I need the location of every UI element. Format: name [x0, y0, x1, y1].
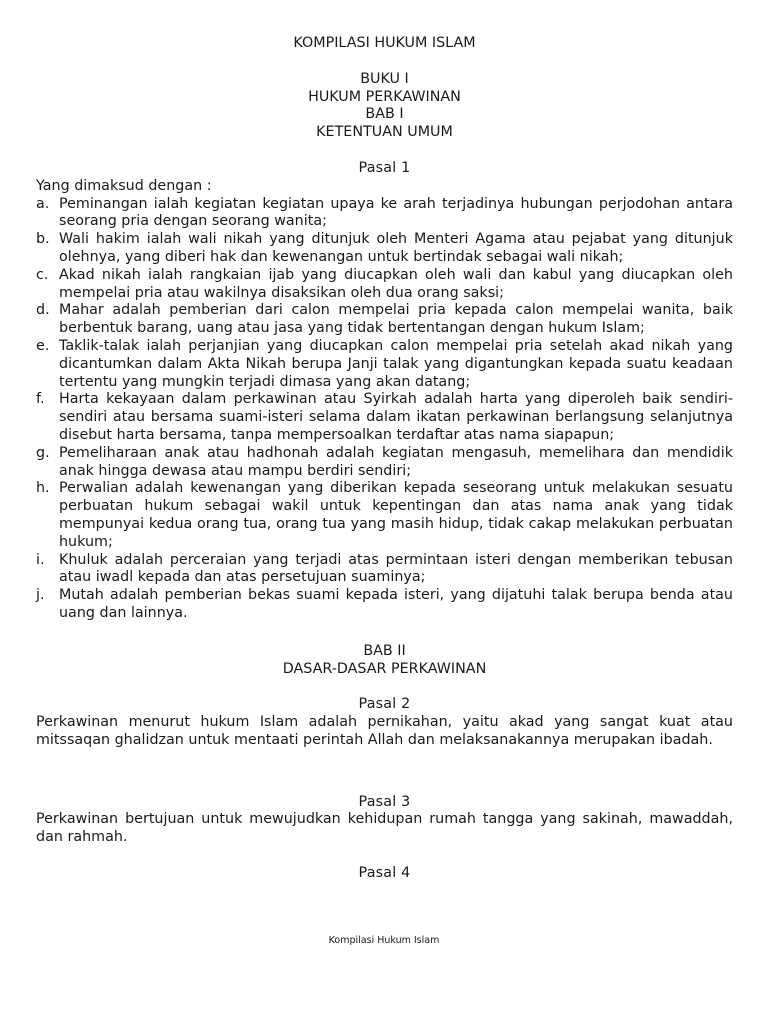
book-title: HUKUM PERKAWINAN — [308, 88, 461, 105]
list-item-label: j. — [36, 587, 45, 604]
list-item-text: Harta kekayaan dalam perkawinan atau Syirkah adalah harta yang diperoleh baik sendiri-sendiri atau bersama suami-isteri selama dalam ikatan perkawinan berlangsung selanjutnya disebut harta bersama, tanpa mempersoalkan terdaftar atas nama siapapun; — [59, 391, 733, 443]
list-item-text: Mahar adalah pemberian dari calon mempelai pria kepada calon mempelai wanita, baik berbentuk barang, uang atau jasa yang tidak bertentangan dengan hukum Islam; — [59, 302, 733, 337]
list-item-text: Peminangan ialah kegiatan kegiatan upaya ke arah terjadinya hubungan perjodohan antara seorang pria dengan seorang wanita; — [59, 195, 733, 230]
list-item-text: Pemeliharaan anak atau hadhonah adalah kegiatan mengasuh, memelihara dan mendidik anak hingga dewasa atau mampu berdiri sendiri; — [59, 444, 733, 479]
list-item-text: Akad nikah ialah rangkaian ijab yang diucapkan oleh wali dan kabul yang diucapkan oleh mempelai pria atau wakilnya disaksikan oleh dua orang saksi; — [59, 266, 733, 301]
pasal3-heading: Pasal 3 — [358, 793, 411, 810]
list-item — [36, 391, 733, 444]
list-item-label: b. — [36, 231, 50, 248]
list-item-text: Perwalian adalah kewenangan yang diberikan kepada seseorang untuk melakukan sesuatu perbuatan hukum sebagai wakil untuk kepentingan dan atas nama anak yang tidak mempunyai kedua orang tua, orang tua yang masih hidup, tidak cakap melakukan perbuatan hukum; — [59, 480, 733, 550]
chapter2-heading: BAB II — [363, 642, 406, 659]
pasal2-text: Perkawinan menurut hukum Islam adalah pernikahan, yaitu akad yang sangat kuat atau mitssaqan ghalidzan untuk mentaati perintah Allah dan melaksanakannya merupakan ibadah. — [36, 714, 733, 748]
pasal1-heading: Pasal 1 — [358, 159, 411, 176]
list-item — [36, 267, 733, 303]
list-item — [36, 302, 733, 338]
list-item-label: i. — [36, 551, 45, 568]
book-heading: BUKU I — [360, 70, 409, 87]
list-item-label: c. — [36, 266, 49, 283]
document-page — [36, 35, 733, 883]
list-item — [36, 552, 733, 588]
list-item-label: h. — [36, 480, 50, 497]
chapter1-heading: BAB I — [365, 106, 404, 123]
document-title: KOMPILASI HUKUM ISLAM — [293, 35, 476, 51]
chapter2-title: DASAR-DASAR PERKAWINAN — [282, 660, 487, 677]
list-item-label: g. — [36, 444, 50, 461]
list-item-label: e. — [36, 337, 50, 354]
chapter1-title: KETENTUAN UMUM — [316, 124, 453, 141]
page-footer: Kompilasi Hukum Islam — [328, 935, 440, 946]
list-item — [36, 480, 733, 551]
pasal4-heading: Pasal 4 — [358, 865, 411, 882]
list-item — [36, 445, 733, 481]
list-item-label: f. — [36, 391, 45, 408]
list-item — [36, 196, 733, 232]
list-item — [36, 338, 733, 391]
pasal2-heading: Pasal 2 — [358, 696, 411, 713]
list-item-text: Mutah adalah pemberian bekas suami kepada isteri, yang dijatuhi talak berupa benda atau uang dan lainnya. — [59, 587, 733, 621]
list-item-text: Khuluk adalah perceraian yang terjadi atas permintaan isteri dengan memberikan tebusan atau iwadl kepada dan atas persetujuan suaminya; — [59, 551, 733, 586]
pasal1-intro: Yang dimaksud dengan : — [36, 177, 212, 194]
list-item-text: Taklik-talak ialah perjanjian yang diucapkan calon mempelai pria setelah akad nikah yang dicantumkan dalam Akta Nikah berupa Janji talak yang digantungkan kepada suatu keadaan tertentu yang mungkin terjadi dimasa yang akan datang; — [59, 337, 733, 390]
pasal1-definitions-list — [36, 196, 733, 623]
list-item-label: a. — [36, 195, 50, 212]
list-item-label: d. — [36, 302, 50, 319]
list-item — [36, 231, 733, 267]
pasal3-text: Perkawinan bertujuan untuk mewujudkan kehidupan rumah tangga yang sakinah, mawaddah, dan rahmah. — [36, 811, 733, 846]
list-item-text: Wali hakim ialah wali nikah yang ditunjuk oleh Menteri Agama atau pejabat yang ditunjuk olehnya, yang diberi hak dan kewenangan untuk bertindak sebagai wali nikah; — [59, 231, 733, 265]
list-item — [36, 587, 733, 623]
